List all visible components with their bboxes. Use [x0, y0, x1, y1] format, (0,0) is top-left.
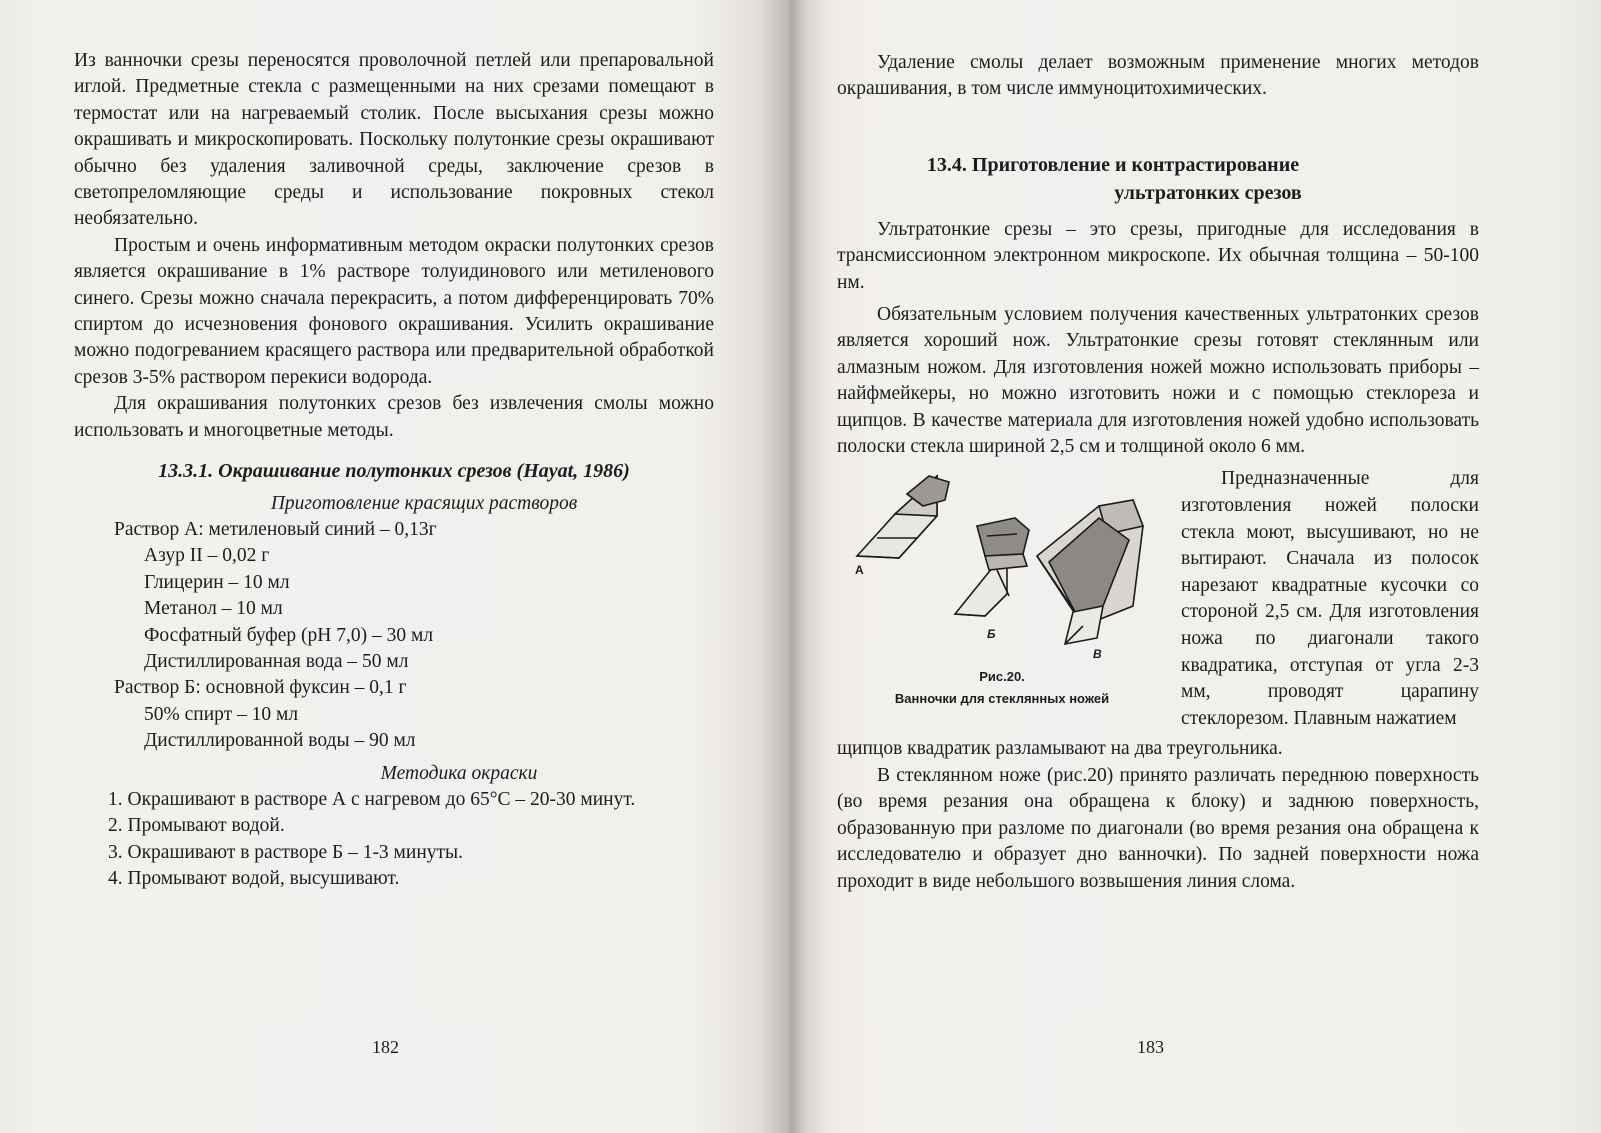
preparation-title: Приготовление красящих растворов: [270, 492, 578, 514]
figure-block: [837, 466, 1479, 736]
section-title-line: ультратонких срезов: [1114, 181, 1302, 204]
method-title: Методика окраски: [380, 762, 538, 784]
page-number: 183: [1137, 1037, 1164, 1057]
recipe-line: Метанол – 10 мл: [144, 598, 283, 620]
paragraph: Простым и очень информативным методом окраски полутонких срезов является окрашивание в 1% растворе толуидинового или метиленового синего. Срезы можно сначала перекрасить, а потом дифференцировать 70% спиртом до исчезновения фонового окрашивания. Усилить окрашивание можно подогреванием красящего раствора или предварительной обработкой срезов 3-5% раствором перекиси водорода.: [74, 234, 714, 388]
paragraph: Удаление смолы делает возможным применение многих методов окрашивания, в том числе иммуноцитохимических.: [837, 52, 1479, 100]
paragraph: Из ванночки срезы переносятся проволочной петлей или препаровальной иглой. Предметные стекла с размещенными на них срезами помещают в термостат или на нагреваемый столик. После высыхания срезы можно окрашивать и микроскопировать. Поскольку полутонкие срезы окрашивают обычно без удаления заливочной среды, заключение срезов в светопреломляющие среды и использование покровных стекол необязательно.: [74, 50, 714, 230]
method-step: 4. Промывают водой, высушивают.: [108, 868, 400, 890]
recipe-line: Фосфатный буфер (pH 7,0) – 30 мл: [144, 624, 434, 646]
knife-v-drawing: [1037, 500, 1143, 644]
figure-letter: А: [855, 563, 864, 578]
method-step: 2. Промывают водой.: [108, 815, 285, 837]
method-step: 1. Окрашивают в растворе А с нагревом до 65°С – 20-30 минут.: [108, 788, 636, 810]
section-title-line: 13.4. Приготовление и контрастирование: [926, 153, 1300, 176]
recipe-line: Глицерин – 10 мл: [144, 571, 290, 593]
paragraph: Ультратонкие срезы – это срезы, пригодные для исследования в трансмиссионном электронном микроскопе. Их обычная толщина – 50-100 нм.: [837, 218, 1479, 293]
method-step: 3. Окрашивают в растворе Б – 1-3 минуты.: [108, 841, 464, 863]
recipe-line: Раствор А: метиленовый синий – 0,13г: [114, 518, 437, 540]
recipe-line: 50% спирт – 10 мл: [144, 703, 299, 725]
page-number: 182: [372, 1037, 399, 1057]
subsection-heading: 13.3.1. Окрашивание полутонких срезов (Hayat, 1986): [158, 460, 630, 483]
left-page-text: [74, 48, 714, 893]
knife-b-drawing: [955, 518, 1029, 616]
paragraph: Для окрашивания полутонких срезов без извлечения смолы можно использовать и многоцветные методы.: [74, 393, 714, 441]
paragraph: В стеклянном ноже (рис.20) принято различать переднюю поверхность (во время резания она обращена к блоку) и заднюю поверхность, образованную при разломе по диагонали (во время резания она обращена к исследователю и образует дно ванночки). По задней поверхности ножа проходит в виде небольшого возвышения линия слома.: [837, 764, 1479, 892]
figure-letter: В: [1093, 647, 1102, 662]
paragraph: Обязательным условием получения качественных ультратонких срезов является хороший нож. Ультратонкие срезы готовят стеклянным или алмазным ножом. Для изготовления ножей можно использовать приборы – найфмейкеры, но можно изготовить ножи и с помощью стеклореза и щипцов. В качестве материала для изготовления ножей удобно использовать полоски стекла шириной 2,5 см и толщиной около 6 мм.: [837, 304, 1479, 458]
figure-title: Ванночки для стеклянных ножей: [894, 691, 1110, 707]
glass-knife-boats-illustration: [837, 466, 1167, 696]
recipe-line: Дистиллированная вода – 50 мл: [144, 650, 409, 672]
paragraph: щипцов квадратик разламывают на два треугольника.: [837, 738, 1283, 760]
figure-letter: Б: [987, 627, 996, 642]
recipe-line: Дистиллированной воды – 90 мл: [144, 730, 416, 752]
section-title: [837, 151, 1479, 207]
right-page-text: [837, 50, 1479, 895]
knife-a-drawing: [857, 476, 949, 558]
figure-label: Рис.20.: [979, 669, 1025, 685]
wrapped-paragraph: Предназначенные для изготовления ножей полоски стекла моют, высушивают, но не вытирают. Сначала из полосок нарезают квадратные кусочки со стороной 2,5 см. Для изготовления ножа по диагонали такого квадратика, отступая от угла 2-3 мм, проводят царапину стеклорезом. Плавным нажатием: [1181, 468, 1479, 729]
recipe-line: Азур II – 0,02 г: [144, 545, 270, 567]
recipe-line: Раствор Б: основной фуксин – 0,1 г: [114, 677, 407, 699]
